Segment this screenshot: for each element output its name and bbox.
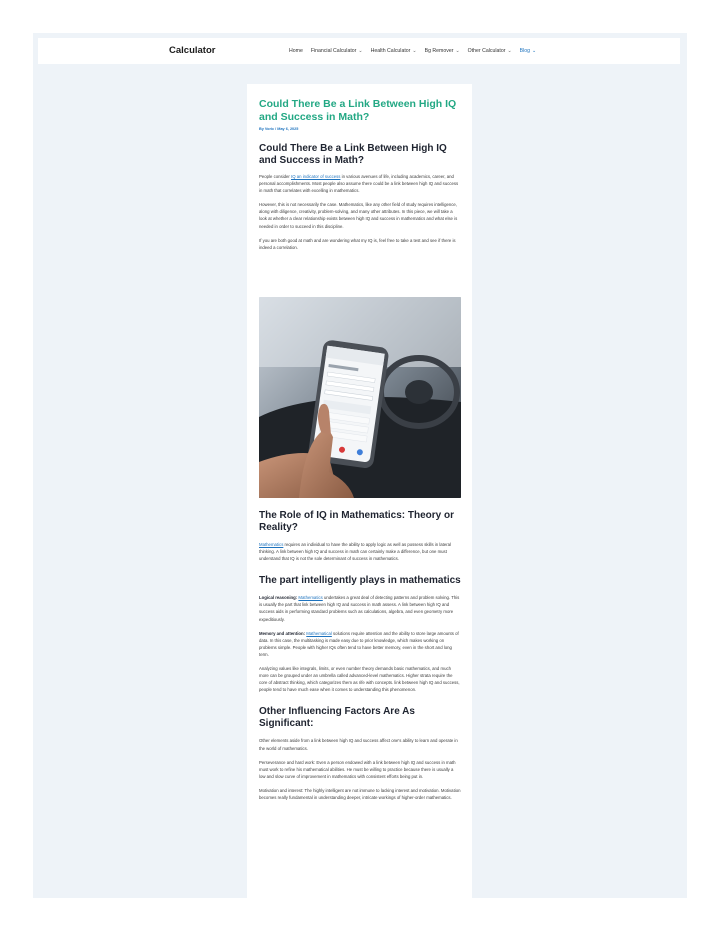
article-body-continued xyxy=(259,510,461,801)
nav-blog[interactable] xyxy=(520,48,537,54)
paragraph-4: Mathematics requires an individual to have the ability to apply logic as well as possess skills in lateral thinking. A link between high IQ and success in math can certainly make a difference, but one must understand that IQ is not the sole determinant of success in mathematics. xyxy=(259,542,452,562)
article-image-phone-in-car xyxy=(259,297,461,498)
mathematical-link[interactable]: Mathematical xyxy=(306,630,332,636)
nav-other-calculator[interactable] xyxy=(468,48,512,54)
nav-financial-label: Financial Calculator xyxy=(310,48,357,54)
nav-other-label: Other Calculator xyxy=(467,48,506,54)
article-body xyxy=(259,98,461,251)
chevron-down-icon: ⌄ xyxy=(358,48,363,54)
mathematics-link[interactable]: Mathematics xyxy=(259,542,284,547)
article-card xyxy=(247,84,472,898)
paragraph-10: Motivation and interest: The highly intelligent are not immune to lacking interest and motivation. Motivation becomes really fundamental in understanding deeper, intricate workings of higher-order mathematics. xyxy=(259,787,461,800)
paragraph-8: Other elements aside from a link between high IQ and success affect one's ability to learn and operate in the world of mathematics. xyxy=(259,738,458,751)
paragraph-5: Logical reasoning: Mathematics undertakes a great deal of detecting patterns and problem solving. This is usually the part that link between high IQ and success in math assess. A link between high IQ and success aids in performing standard problems such as calculations, algebra, and even geometry more expeditiously. xyxy=(259,595,460,622)
paragraph-7: Analyzing values like integrals, limits, or even number theory demands basic mathematics, and much more can be grouped under an umbrella called advanced-level mathematics. Higher strata require the core of abstract thinking, which categorizes them as rife with concepts. link between high IQ and success, people tend to have much ease when it comes to understanding this phenomenon. xyxy=(259,666,460,693)
site-logo[interactable]: Calculator xyxy=(169,45,216,56)
section-heading-2: The Role of IQ in Mathematics: Theory or Reality? xyxy=(259,510,455,533)
chevron-down-icon: ⌄ xyxy=(507,48,512,54)
nav-blog-label: Blog xyxy=(519,48,531,54)
nav-bg-remover-label: Bg Remover xyxy=(424,48,454,54)
chevron-down-icon: ⌄ xyxy=(455,48,460,54)
post-title: Could There Be a Link Between High IQ and Success in Math? xyxy=(259,98,457,123)
nav-bg-remover[interactable] xyxy=(425,48,460,54)
iq-indicator-link[interactable]: IQ an indicator of success xyxy=(291,174,341,179)
paragraph-2: However, this is not necessarily the case. Mathematics, like any other field of study requires intelligence, along with diligence, creativity, problem-solving, and many other attributes. In this piece, we will take a look at whether a clear relationship exists between high IQ and success in mathematics and what else is needed in order to succeed in this discipline. xyxy=(259,202,458,229)
mathematics-link-2[interactable]: Mathematics xyxy=(298,595,323,601)
nav-home[interactable] xyxy=(289,48,303,54)
paragraph-9: Perseverance and hard work: Even a person endowed with a link between high IQ and success in math must work to refine his mathematical abilities. He must be willing to practice because there is usually a low and slow curve of improvement in mathematics with consistent efforts being put in. xyxy=(259,759,456,779)
nav-home-label: Home xyxy=(289,48,303,54)
paragraph-1: People consider IQ an indicator of success in various avenues of life, including academics, career, and personal accomplishments. Most people also assume there could be a link between high IQ and success in math that correlates with excelling in mathematics. xyxy=(259,174,459,194)
paragraph-3: If you are both good at math and are wondering what my IQ is, feel free to take a test and see if there is indeed a correlation. xyxy=(259,237,456,250)
chevron-down-icon: ⌄ xyxy=(532,48,537,54)
chevron-down-icon: ⌄ xyxy=(412,48,417,54)
nav-health-label: Health Calculator xyxy=(370,48,411,54)
nav-financial-calculator[interactable] xyxy=(311,48,363,54)
nav-health-calculator[interactable] xyxy=(371,48,417,54)
section-heading-3: The part intelligently plays in mathematics xyxy=(259,575,461,587)
main-nav xyxy=(289,48,536,54)
post-meta[interactable]: By Voric / May 6, 2025 xyxy=(259,127,299,131)
paragraph-6: Memory and attention: Mathematical solutions require attention and the ability to store large amounts of data. In this case, the multitasking is made easy due to prior knowledge, which makes working on problems simple. People with higher IQs often tend to have better memory, even in the short and long term. xyxy=(259,630,459,657)
section-heading-4: Other Influencing Factors Are As Significant: xyxy=(259,706,415,730)
section-heading-1: Could There Be a Link Between High IQ and Success in Math? xyxy=(259,143,447,166)
